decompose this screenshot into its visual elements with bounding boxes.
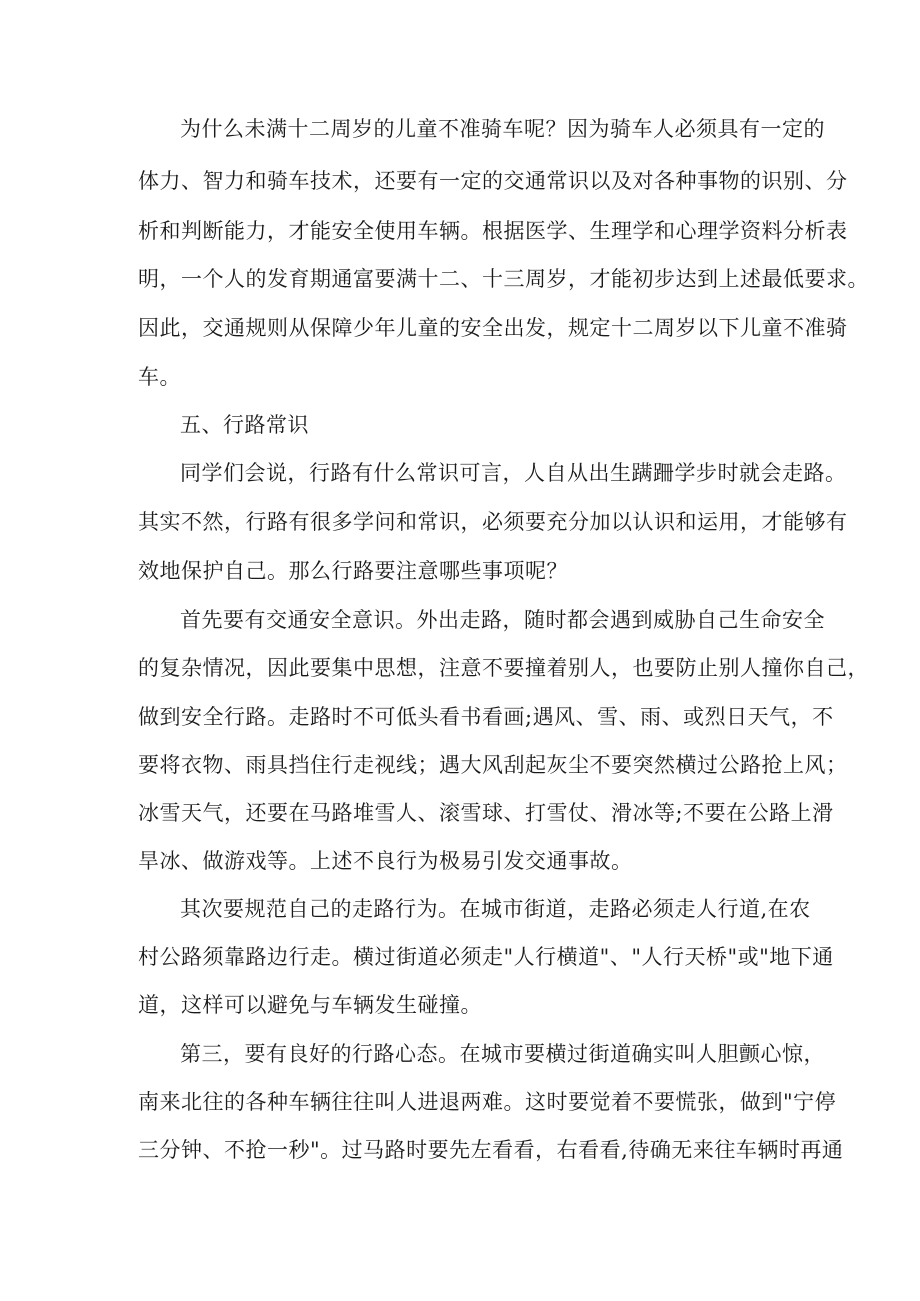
paragraph-1-line-5: 因此，交通规则从保障少年儿童的安全出发，规定十二周岁以下儿童不准骑	[138, 316, 848, 340]
paragraph-3-line-6: 旱冰、做游戏等。上述不良行为极易引发交通事故。	[138, 849, 633, 873]
paragraph-1-line-1: 为什么未满十二周岁的儿童不准骑车呢？因为骑车人必须具有一定的	[180, 117, 825, 141]
paragraph-2-line-3: 效地保护自己。那么行路要注意哪些事项呢？	[138, 559, 568, 583]
paragraph-3-line-4: 要将衣物、雨具挡住行走视线；遇大风刮起灰尘不要突然横过公路抢上风；	[138, 753, 848, 777]
paragraph-1-line-6: 车。	[138, 365, 181, 389]
paragraph-3-line-5: 冰雪天气，还要在马路堆雪人、滚雪球、打雪仗、滑冰等;不要在公路上滑	[138, 801, 834, 825]
paragraph-4-line-3: 道，这样可以避免与车辆发生碰撞。	[138, 993, 482, 1017]
paragraph-5-line-2: 南来北往的各种车辆往往叫人进退两难。这时要觉着不要慌张，做到"宁停	[138, 1090, 837, 1114]
paragraph-1-line-3: 析和判断能力，才能安全使用车辆。根据医学、生理学和心理学资料分析表	[138, 219, 848, 243]
section-heading: 五、行路常识	[180, 413, 309, 437]
paragraph-4-line-2: 村公路须靠路边行走。横过街道必须走"人行横道"、"人行天桥"或"地下通	[138, 945, 834, 969]
paragraph-3-line-1: 首先要有交通安全意识。外出走路，随时都会遇到威胁自己生命安全	[180, 608, 825, 632]
paragraph-1-line-2: 体力、智力和骑车技术，还要有一定的交通常识以及对各种事物的识别、分	[138, 169, 848, 193]
paragraph-1-line-4: 明，一个人的发育期通富要满十二、十三周岁，才能初步达到上述最低要求。	[138, 267, 869, 291]
paragraph-3-line-2: 的复杂情况，因此要集中思想，注意不要撞着别人，也要防止别人撞你自己，	[138, 656, 869, 680]
paragraph-3-line-3: 做到安全行路。走路时不可低头看书看画;遇风、雪、雨、或烈日天气，不	[138, 705, 834, 729]
paragraph-2-line-2: 其实不然，行路有很多学问和常识，必须要充分加以认识和运用，才能够有	[138, 510, 848, 534]
paragraph-4-line-1: 其次要规范自己的走路行为。在城市街道，走路必须走人行道,在农	[180, 897, 811, 921]
paragraph-5-line-3: 三分钟、不抢一秒"。过马路时要先左看看，右看看,待确无来往车辆时再通	[138, 1138, 844, 1162]
paragraph-2-line-1: 同学们会说，行路有什么常识可言，人自从出生蹒跚学步时就会走路。	[180, 461, 847, 485]
paragraph-5-line-1: 第三，要有良好的行路心态。在城市要横过街道确实叫人胆颤心惊，	[180, 1042, 825, 1066]
